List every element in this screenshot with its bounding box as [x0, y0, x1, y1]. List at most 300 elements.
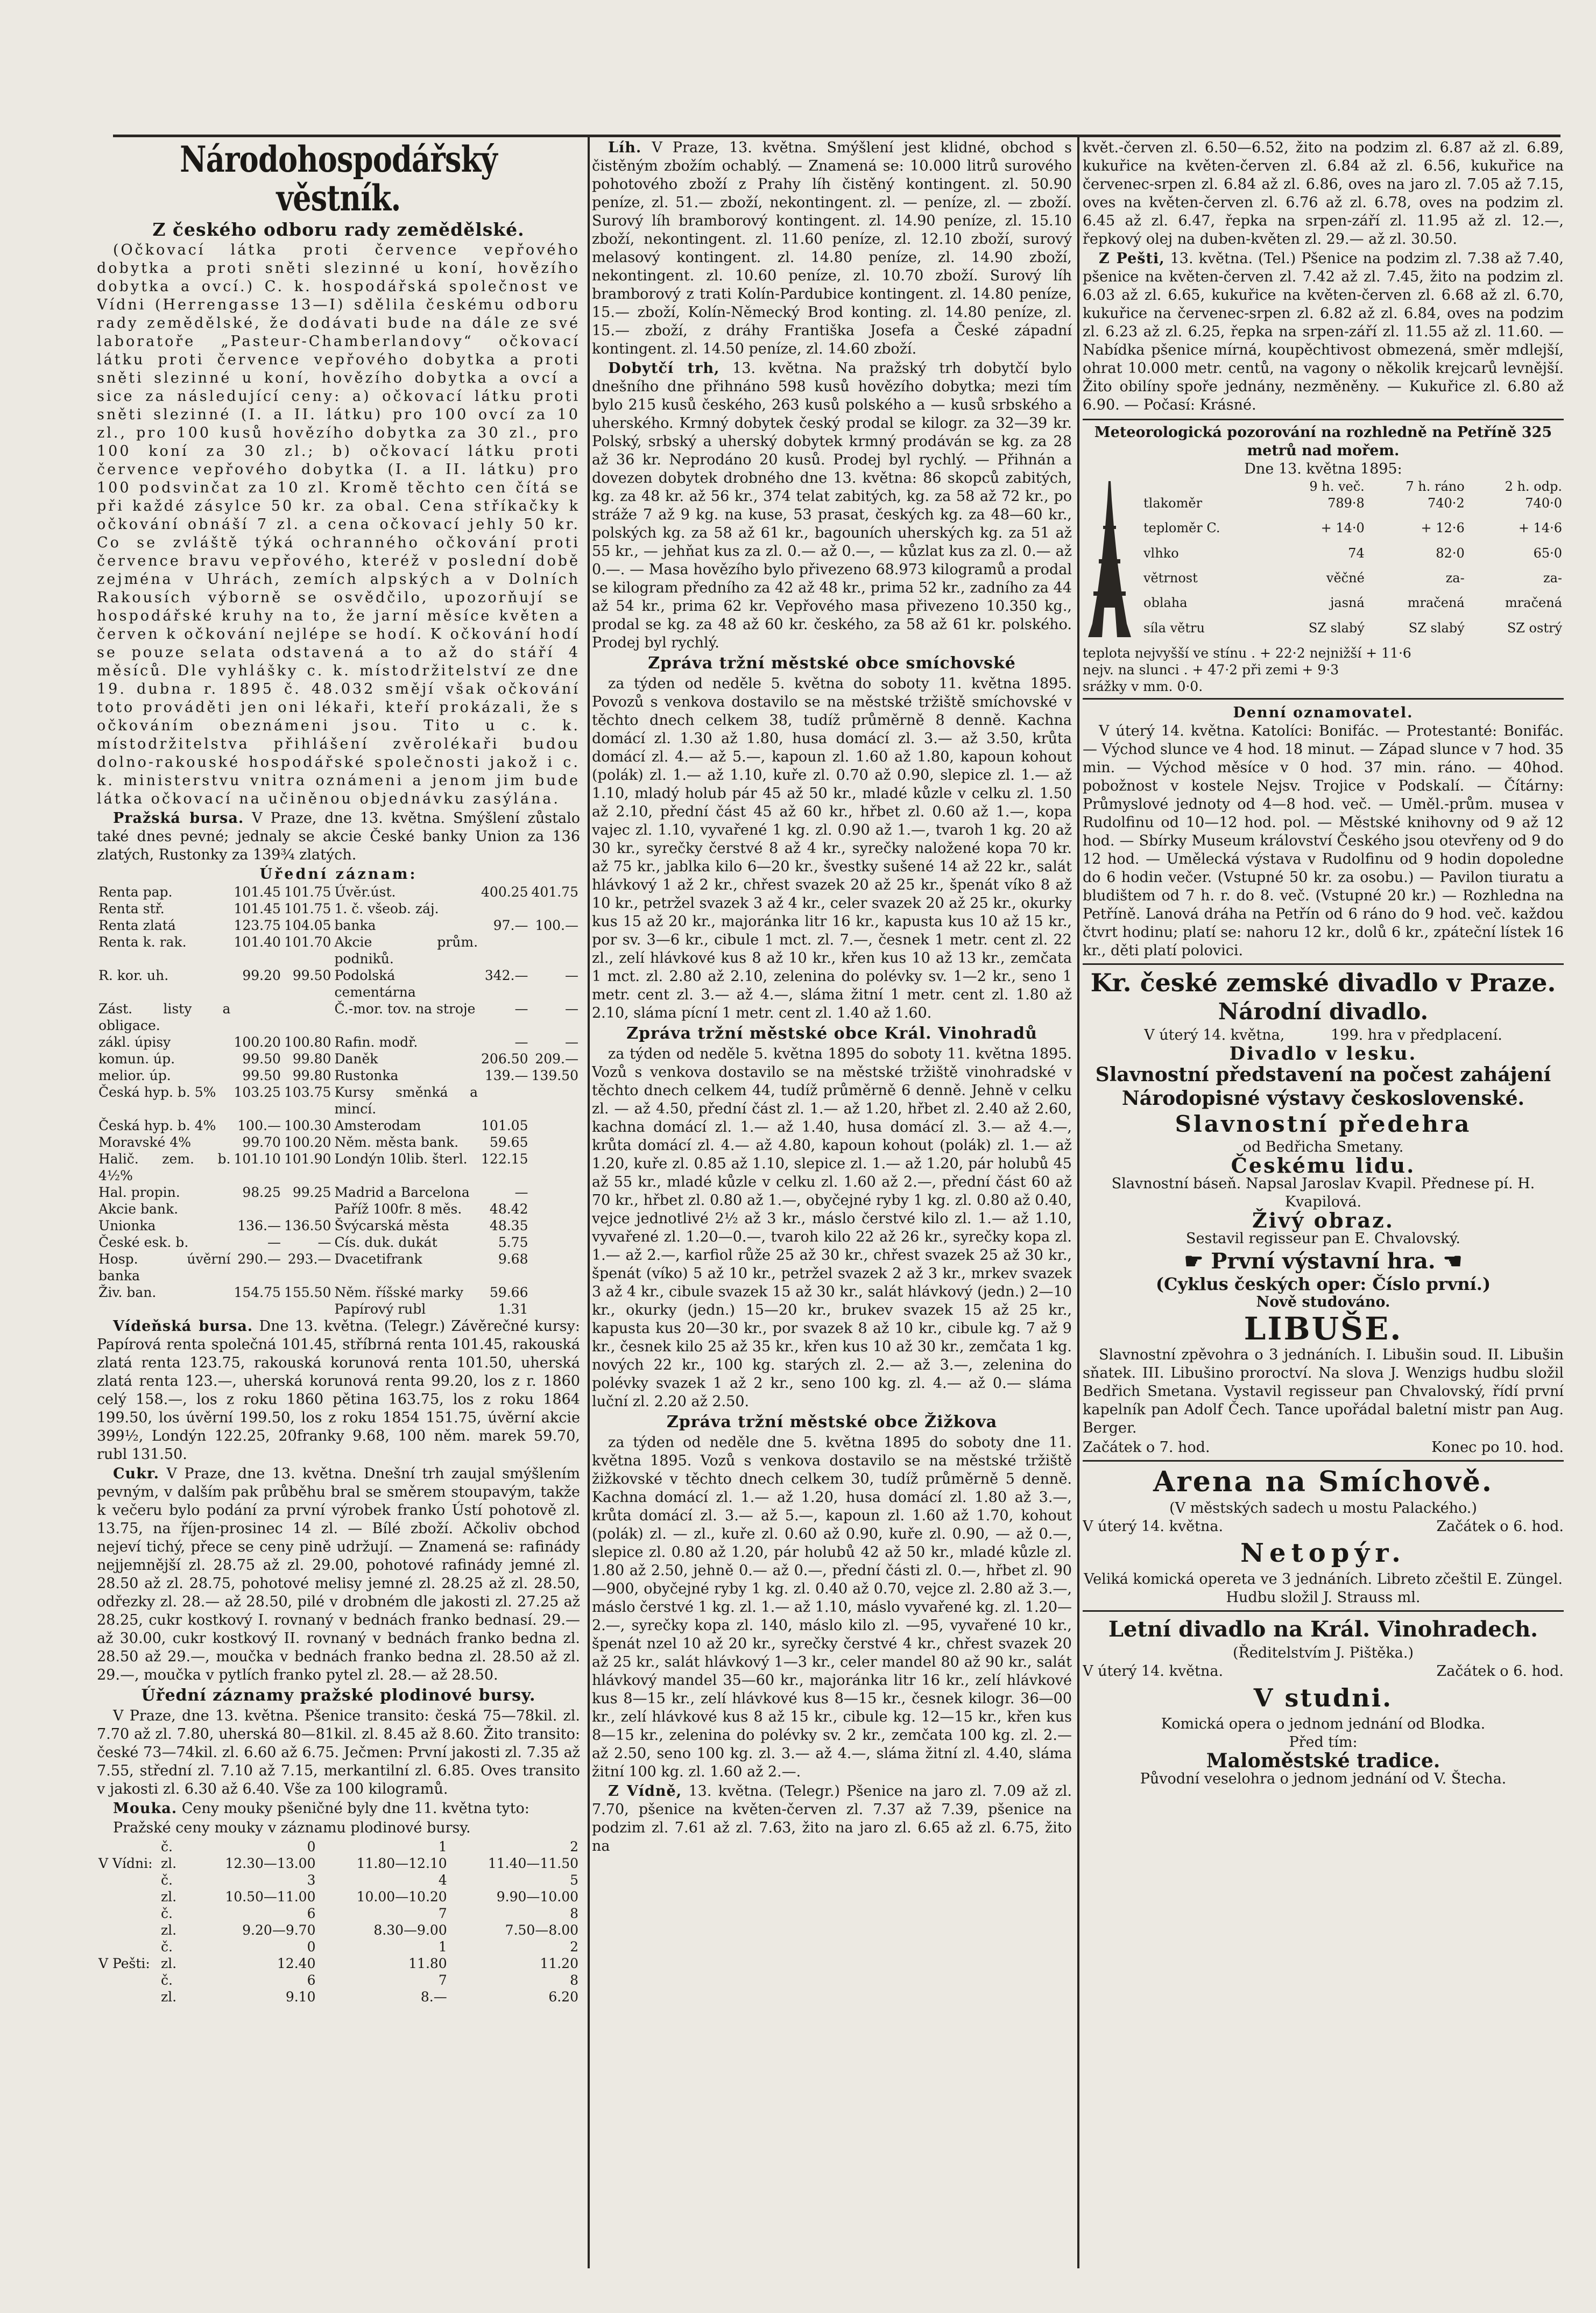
table-row: [97, 1117, 580, 1134]
nd-prvni-hra-label: První výstavní hra.: [1211, 1249, 1436, 1274]
table-cell: 97.—: [493, 918, 528, 933]
table-cell: mračená: [1505, 595, 1562, 611]
section-heading-zemedelska: Z českého odboru rady zemědělské.: [152, 219, 525, 240]
masthead: Národohospodářský věstník.: [180, 139, 497, 219]
nd-divadlo-v-lesku: Divadlo v lesku.: [1229, 1043, 1417, 1064]
table-row: [97, 1888, 580, 1905]
table-cell: 100.30: [284, 1118, 331, 1133]
table-cell: Madrid a Barcelona: [334, 1184, 470, 1200]
table-cell: 6: [307, 1906, 316, 1921]
table-cell: tlakoměr: [1143, 496, 1203, 511]
table-cell: č.: [161, 1839, 173, 1854]
table-cell: Česká hyp. b. 5%: [98, 1084, 216, 1100]
heading-denni-oznamovatel: Denní oznamovatel.: [1233, 704, 1414, 721]
table-cell: 8.—: [420, 1989, 447, 2005]
table-cell: Papírový rubl: [334, 1301, 426, 1317]
table-cell: 7.50—8.00: [505, 1922, 578, 1938]
table-cell: 0: [307, 1839, 316, 1854]
table-cell: zl.: [161, 1922, 177, 1938]
table-cell: 136.50: [284, 1218, 331, 1233]
table-cell: R. kor. uh.: [98, 968, 169, 983]
table-row: [97, 900, 580, 917]
table-cell: Hal. propin.: [98, 1184, 180, 1200]
article-lih: V Praze, 13. května. Smýšlení jest klidné, obchod s čistěným zbožím ochablý. — Znamená se: 10.000 litrů surového pohotového zboží z Prahy líh čistěný kontingent. zl. 50.90 peníze, zl. 51.— zboží, nekontingent. zl. — peníze, zl. — zboží. Surový líh bramborový kontingent. zl. 14.90 peníze, zl. 15.10 zboží, nekontingent. zl. 11.60 peníze, zl. 12.10 zboží, surový melasový kontingent. zl. 14.80 peníze, zl. 14.90 zboží, nekontingent. zl. 10.60 peníze, zl. 10.70 zboží. Surový líh bramborový z trati Kolín-Pardubice kontingent. zl. 14.80 peníze, 15.— zboží, Kolín-Německý Brod konting. zl. 14.80 peníze, zl. 15.— zboží, z dráhy Františka Josefa a České západní kontingent. zl. 14.50 peníze, zl. 14.60 zboží.: [592, 139, 1072, 357]
table-cell: 1.31: [498, 1301, 528, 1317]
table-cell: 12.30—13.00: [225, 1856, 316, 1871]
table-cell: Akcie bank.: [98, 1201, 179, 1217]
table-row: [97, 1050, 580, 1067]
column-1: [97, 139, 580, 2291]
table-row: [97, 1201, 580, 1217]
table-cell: [530, 934, 581, 967]
table-cell: banka: [334, 918, 376, 933]
table-cell: [479, 934, 529, 967]
meteo-box: [1083, 419, 1564, 700]
heading-prazska-bursa: Pražská bursa.: [113, 810, 244, 827]
article-plodinova-bursa: V Praze, dne 13. května. Pšenice transito: česká 75—78kil. zl. 7.70 až zl. 7.80, uherská 80—81kil. zl. 8.45 až 8.60. Žito transito: české 73—74kil. zl. 6.60 až 6.75. Ječmen: První jakosti zl. 7.35 až 7.55, střední zl. 7.10 až 7.15, merkantilní zl. 6.85. Oves transito v jakosti zl. 6.30 až 6.40. Vše za 100 kilogramů.: [97, 1708, 580, 1797]
table-cell: Něm. města bank.: [334, 1134, 459, 1150]
table-cell: [530, 1201, 581, 1217]
table-cell: komun. úp.: [98, 1051, 175, 1067]
letni-trad: Maloměstské tradice.: [1206, 1750, 1440, 1772]
table-cell: SZ ostrý: [1507, 620, 1562, 636]
table-cell: 154.75: [234, 1285, 281, 1300]
table-cell: 9.68: [498, 1251, 528, 1267]
table-cell: [232, 1201, 282, 1217]
table-cell: Amsterodam: [334, 1118, 421, 1133]
table-cell: č.: [161, 1939, 173, 1955]
table-cell: 59.66: [489, 1285, 528, 1300]
table-row: [97, 1234, 580, 1251]
nd-basen: Slavnostní báseň. Napsal Jaroslav Kvapil. Přednese pí. H. Kvapilová.: [1111, 1175, 1535, 1210]
table-cell: Londýn 10lib. šterl.: [334, 1151, 468, 1167]
table-row: [97, 917, 580, 934]
table-cell: Moravské 4%: [98, 1134, 192, 1150]
table-cell: melior. úp.: [98, 1068, 171, 1083]
table-cell: Hosp. úvěrní banka: [98, 1251, 231, 1284]
nd-start: Začátek o 7. hod.: [1083, 1439, 1210, 1456]
table-cell: [479, 900, 529, 917]
letni-play: V studni.: [1253, 1683, 1393, 1712]
table-cell: 101.75: [284, 901, 331, 916]
meteo-date: Dne 13. května 1895:: [1244, 461, 1402, 477]
meteo-header-row: [1142, 478, 1564, 495]
top-rule: [113, 135, 1560, 137]
heading-dobytci-trh: Dobytčí trh,: [608, 360, 720, 377]
table-cell: 1. č. všeob. záj.: [334, 901, 439, 916]
table-cell: 740·2: [1428, 496, 1465, 511]
table-cell: 9.20—9.70: [242, 1922, 316, 1938]
table-cell: Něm. říšské marky: [334, 1285, 464, 1300]
table-row: [97, 1301, 580, 1317]
table-cell: 139.—: [484, 1068, 528, 1083]
article-cukr: V Praze, dne 13. května. Dnešní trh zaujal smýšlením pevným, v dalším pak průběhu bral se směrem stoupavým, takže k večeru bylo podání za první výrobek franko Ústí pohotově zl. 13.75, na říjen-prosinec 14 zl. — Bílé zboží. Ačkoliv obchod nejeví tichý, přece se ceny pině udržují. — Znamená se: rafinády nejjemnější zl. 28.75 až zl. 29.00, pohotové rafinády jemné zl. 28.50 až zl. 28.75, pohotové melisy jemné zl. 28.25 až zl. 28.50, odřezky zl. 28.— až 28.50, pilé v drobném dle jakosti zl. 27.25 až 28.25, cukr kostkový I. rovnaný v bednách franko bednasí. 29.— až 30.00, cukr kostkový II. rovnaný v bednách franko bedna zl. 28.50 až 29.—, moučka v bednách franko bedna zl. 28.50 až zl. 29.—, moučka v pytlích franko pytel zl. 28.— až 28.50.: [97, 1465, 580, 1683]
heading-videnska-bursa: Vídeňská bursa.: [113, 1318, 253, 1335]
arena-play: Netopýr.: [1240, 1538, 1406, 1568]
table-cell: —: [267, 1235, 281, 1250]
urad-zaznam-heading: Úřední záznam:: [259, 866, 418, 883]
table-row: [97, 1855, 580, 1872]
table-cell: 98.25: [242, 1184, 281, 1200]
heading-arena: Arena na Smíchově.: [1153, 1465, 1493, 1498]
table-cell: 48.35: [489, 1218, 528, 1233]
table-cell: 155.50: [284, 1285, 331, 1300]
table-cell: 100.—: [535, 918, 578, 933]
table-cell: Unionka: [98, 1218, 156, 1233]
table-cell: Renta k. rak.: [98, 934, 187, 950]
table-row: [97, 1938, 580, 1955]
table-cell: SZ slabý: [1308, 620, 1365, 636]
divider-line: [1083, 963, 1564, 965]
table-cell: Cís. duk. dukát: [334, 1235, 437, 1250]
table-cell: zl.: [161, 1989, 177, 2005]
table-cell: 209.—: [535, 1051, 578, 1067]
letni-text: Komická opera o jednom jednání od Blodka.: [1161, 1716, 1486, 1732]
letni-date: V úterý 14. května.: [1083, 1663, 1224, 1680]
petrin-tower-icon: [1083, 478, 1142, 645]
article-trzni-smichov: za týden od neděle 5. května do soboty 11. května 1895. Povozů s venkova dostavilo se na městské tržiště smíchovské v těchto dnech celkem 38, tudíž průměrně 8 denně. Kachna domácí zl. 1.30 až 1.80, husa domácí zl. 3.— až 3.50, krůta domácí zl. 4.— až 5.—, kapoun zl. 1.60 až 1.80, kapoun kohout (polák) zl. 1.— až 1.10, kuře zl. 0.70 až 0.90, slepice zl. 1.— až 1.10, mladý holub pár 45 až 50 kr., mladé kůzle v celku zl. 1.50 až 2.10, přední část 45 až 60 kr., hřbet zl. 0.60 až 1.—, kopa vajec zl. 1.10, vyvařené 1 kg. zl. 0.90 až 1.—, tvaroh 1 kg. 20 až 30 kr., syrečky čerstvé 8 až 4 kr., syrečky naložené kopa 70 kr. až 75 kr., jablka kilo 6—20 kr., švestky sušené 14 až 22 kr., salát hlávkový 1 až 2 kr., chřest svazek 20 až 25 kr., špenát víko 8 až 10 kr., petržel svazek 3 až 4 kr., celer svazek 20 až 25 kr., okurky kus 15 až 20 kr., majoránka litr 16 kr., kapusta kus 10 až 15 kr., por sv. 3—6 kr., cibule 1 mct. zl. 7.—, česnek 1 metr. cent zl. 22 zl., zelí hlávkové kus 8 až 10 kr., křen kus 10 až 13 kr., zemčata 1 mct. zl. 2.80 až 2.10, zelenina do polévky sv. 1—2 kr., seno 1 metr. cent zl. 3.— až 4.—, sláma žitní 1 metr. cent zl. 1.80 až 2.10, sláma pícní 1 metr. cent zl. 1.40 až 1.60.: [592, 675, 1072, 1021]
table-cell: č.: [161, 1906, 173, 1921]
table-cell: síla větru: [1143, 620, 1205, 636]
table-row: [97, 1251, 580, 1284]
table-cell: 103.75: [284, 1084, 331, 1100]
table-cell: [479, 1084, 529, 1117]
table-cell: 101.40: [234, 934, 281, 950]
table-cell: 82·0: [1436, 545, 1465, 561]
table-cell: 8: [570, 1906, 578, 1921]
nd-predehra-by: od Bedřicha Smetany.: [1242, 1139, 1404, 1155]
table-cell: + 14·6: [1518, 520, 1562, 536]
table-row: [97, 1000, 580, 1034]
table-cell: [530, 1151, 581, 1184]
column-divider-2: [1077, 137, 1079, 2268]
table-cell: 99.50: [242, 1051, 281, 1067]
table-cell: 101.45: [234, 884, 281, 900]
table-cell: jasná: [1330, 595, 1365, 611]
table-cell: 103.25: [234, 1084, 281, 1100]
table-row: [97, 1922, 580, 1938]
table-cell: Švýcarská města: [334, 1218, 449, 1233]
nd-end: Konec po 10. hod.: [1431, 1439, 1564, 1456]
table-cell: SZ slabý: [1408, 620, 1465, 636]
article-mouka-2: Pražské ceny mouky v záznamu plodinové bursy.: [113, 1820, 471, 1836]
heading-z-pesti: Z Pešti,: [1099, 250, 1165, 267]
letni-pred: Před tím:: [1289, 1734, 1358, 1751]
letni-times: [1083, 1662, 1564, 1681]
table-row: [1142, 545, 1564, 570]
nd-ceskemu-lidu: Českému lidu.: [1231, 1153, 1416, 1177]
meteo-max: teplota nejvyšší ve stínu . + 22·2 nejnižší + 11·6: [1083, 645, 1411, 661]
heading-cukr: Cukr.: [113, 1465, 159, 1482]
table-cell: 6: [307, 1972, 316, 1988]
city-label: [97, 1838, 159, 1855]
table-cell: 11.80: [408, 1956, 447, 1971]
article-trzni-vinohrady: za týden od neděle 5. května 1895 do soboty 11. května 1895. Vozů s venkova dostavilo se na městské tržiště vinohradské v těchto dnech celkem 44, tudíž průměrně 6 denně. Jehně v celku zl. — až 4.50, přední část zl. 1.— až 1.20, hřbet zl. 2.40 až 2.60, kachna domácí zl. 1.— až 1.40, husa domácí zl. 3.— až 4.—, krůta domácí zl. 4.— až 4.80, kapoun kohout (polák) zl. 1.— až 1.20, kuře zl. 0.85 až 1.10, slepice zl. 1.— až 1.20, pár holubů 45 až 55 kr., mladé kůzle v celku zl. 1.60 až 2.—, přední část 60 až 70 kr., hřbet zl. 0.80 až 1.—, obyčejné ryby 1 kg. zl. 0.80 až 0.40, vejce jednotlivé 2½ až 3 kr., máslo čerstvé kilo zl. 1.— až 1.10, vyvařené zl. 1.20—0.—, tvaroh kilo 22 až 26 kr., syrečky kopa zl. 1.— až 2.—, karfiol růže 25 až 30 kr., chřest svazek 25 až 30 kr., špenát (víko) 5 až 10 kr., petržel svazek 2 až 3 kr., mrkev svazek 3 až 4 kr., cibule svazek 15 až 30 kr., salát hlávkový (jedn.) 2—10 kr., okurky (jedn.) 15—20 kr., brukev svazek 15 až 25 kr., kapusta kus 20—30 kr., por svazek 8 až 10 kr., cibule kg. 7 až 9 kr., česnek kilo 25 až 35 kr., křen kus 10 až 30 kr., zemčata 1 kg. nových 22 kr., 100 kg. starých zl. 2.— až 3.—, zelenina do polévky svazek 1 až 2 kr., seno 100 kg. zl. 4.— až 0.— sláma luční zl. 2.20 až 2.50.: [592, 1046, 1072, 1410]
table-cell: 400.25: [481, 884, 528, 900]
table-row: [97, 1184, 580, 1201]
table-cell: —: [514, 1034, 528, 1050]
table-cell: 206.50: [481, 1051, 528, 1067]
nd-slavnostni: Slavnostní představení na počest zahájení Národopisné výstavy československé.: [1095, 1063, 1551, 1110]
table-cell: 8: [570, 1972, 578, 1988]
table-cell: + 12·6: [1421, 520, 1465, 536]
table-cell: 2: [570, 1839, 578, 1854]
table-cell: zl.: [161, 1956, 177, 1971]
table-cell: 8.30—9.00: [373, 1922, 447, 1938]
table-cell: 11.20: [540, 1956, 578, 1971]
table-cell: 99.80: [292, 1051, 331, 1067]
table-cell: 0: [307, 1939, 316, 1955]
table-cell: 100.80: [284, 1034, 331, 1050]
table-cell: Daněk: [334, 1051, 378, 1067]
heading-zemske-divadlo: Kr. české zemské divadlo v Praze.: [1090, 968, 1556, 997]
divider-line: [1083, 1610, 1564, 1612]
nd-date-line: V úterý 14. května, 199. hra v předplacení.: [1144, 1027, 1502, 1043]
table-cell: Renta pap.: [98, 884, 173, 900]
table-cell: 2: [570, 1939, 578, 1955]
column-divider-1: [588, 137, 590, 2268]
table-cell: 101.45: [234, 901, 281, 916]
table-cell: vlhko: [1143, 545, 1179, 561]
pointing-hand-left-icon: ☛: [1184, 1249, 1204, 1274]
table-cell: 342.—: [484, 968, 528, 983]
table-cell: [283, 1000, 333, 1034]
arena-date: V úterý 14. května.: [1083, 1518, 1224, 1535]
table-cell: mračená: [1407, 595, 1465, 611]
table-row: [97, 1988, 580, 2005]
table-cell: 100.20: [284, 1134, 331, 1150]
table-cell: za-: [1543, 570, 1562, 586]
article-denni-oznamovatel: V úterý 14. května. Katolíci: Bonifác. — Protestanté: Bonifác. — Východ slunce ve 4 hod. 18 minut. — Západ slunce v 7 hod. 35 min. — Východ měsíce v 0 hod. 37 min. ráno. — 40hod. pobožnost v kostele Nejsv. Trojice v Podskalí. — Čítárny: Průmyslové jednoty od 4—8 hod. več. — Uměl.-prům. musea v Rudolfinu od 10—12 hod. pol. — Městské knihovny od 9 až 12 hod. — Sbírky Museum království Českého jsou otevřeny od 9 do 12 hod. — Umělecká výstava v Rudolfinu od 9 hodin dopoledne do 6 hodin večer. (Vstupné 50 kr. za osobu.) — Pavilon tiuratu a bludištem od 7 h. r. do 8. več. (Vstupné 20 kr.) — Rozhledna na Petříně. Lanová dráha na Petřín od 6 ráno do 9 hod. več. každou čtvrt hodinu; platí se: nahoru 12 kr., dolů 6 kr., zpáteční lístek 16 kr., děti platí polovici.: [1083, 723, 1564, 959]
meteo-col-header: 7 h. ráno: [1406, 479, 1465, 494]
article-trzni-zizkov: za týden od neděle dne 5. května 1895 do soboty dne 11. května 1895. Vozů s venkova dostavilo se na městské tržiště žižkovské v těchto dnech celkem 30, tudíž průměrně 5 denně. Kachna domácí zl. 1.— až 1.20, husa domácí zl. 1.80 až 3.—, krůta domácí zl. 3.— až 5.—, kapoun zl. 1.60 až 1.70, kohout (polák) zl. — zl., kuře zl. 0.60 až 0.90, kuře zl. 0.90, — až 0.—, slepice zl. 0.80 až 1.20, pár holubů 42 až 50 kr., mladé kůzle zl. 1.80 až 2.50, jehně 0.— až 0.—, přední části zl. 0.—, hřbet zl. 90—900, obyčejné ryby 1 kg. zl. 0.40 až 0.70, vejce zl. 2.80 až 3.—, máslo čerstvé 1 kg. zl. 1.— až 1.10, máslo vyvařené kg. zl. 1.20—2.—, syrečky kopa zl. 140, máslo kilo zl. —95, vyvařené 10 kr., špenát nzel 10 až 20 kr., syrečky čerstvé 4 kr., chřest svazek 20 až 25 kr., salát hlávkový 1—3 kr., celer mandel 80 až 90 kr., salát hlávkový mandel 35—60 kr., majoránka litr 16 kr., zelí hlávkové kus 8—15 kr., zelí hlávkové kus 8—15 kr., česnek kilogr. 36—00 kr., zelí hlávkové kus 8 až 15 kr., cibule kg. 12—15 kr., křen kus 8—15 kr., zelenina do polévky sv. 2 kr., zemčata 100 kg. zl. 2.— až 2.50, seno 100 kg. zl. 3.— až 4.—, sláma žitní zl. 4.40, sláma žitní 100 kg. zl. 1.60 až 2.—.: [592, 1434, 1072, 1780]
heading-plodinova-bursa: Úřední záznamy pražské plodinové bursy.: [141, 1686, 536, 1705]
table-cell: 9.90—10.00: [496, 1889, 578, 1905]
table-cell: 123.75: [234, 918, 281, 933]
table-cell: 101.10: [234, 1151, 281, 1167]
table-cell: 11.40—11.50: [488, 1856, 578, 1871]
table-cell: 10.50—11.00: [225, 1889, 316, 1905]
article-z-pesti: 13. května. (Tel.) Pšenice na podzim zl. 7.38 až 7.40, pšenice na květen-červen zl. 7.42 až zl. 7.45, žito na podzim zl. 6.03 až zl. 6.65, kukuřice na květen-červen zl. 6.68 až zl. 6.70, kukuřice na červenec-srpen zl. 6.82 až zl. 6.84, oves na podzim zl. 6.23 až zl. 6.25, řepka na srpen-září zl. 11.55 až zl. 11.60. — Nabídka pšenice mírná, koupěchtivost obmezená, směr mdlejší, ohrat 10.000 metr. centů, na vagony o několik krejcarů levnější. Žito obilíny spoře jednány, nezměněny. — Kukuřice zl. 6.80 až 6.90. — Počasí: Krásné.: [1083, 250, 1564, 413]
table-cell: Úvěr.úst.: [334, 884, 396, 900]
heading-narodni-divadlo: Národní divadlo.: [1218, 998, 1429, 1025]
table-cell: č.: [161, 1972, 173, 1988]
table-cell: —: [565, 1034, 578, 1050]
table-cell: Kursy směnká a mincí.: [334, 1084, 478, 1117]
article-videnska-bursa: Dne 13. května. (Telegr.) Závěrečné kursy: Papírová renta společná 101.45, stříbrná renta 101.45, rakouská zlatá renta 123.75, rakouská korunová renta 101.50, uherská zlatá renta 123.—, uherská korunová renta 99.20, los z r. 1860 celý 158.—, los z roku 1860 pětina 163.75, los z roku 1864 199.50, los úvěrní 199.50, los z roku 1854 151.75, úvěrní akcie 399½, Londýn 122.25, 20franky 9.68, 100 něm. marek 59.70, rubl 131.50.: [97, 1318, 580, 1463]
meteo-heading: Meteorologická pozorování na rozhledně na Petříně 325 metrů nad mořem.: [1094, 424, 1552, 459]
table-cell: 6.20: [548, 1989, 578, 2005]
table-row: [97, 1955, 580, 1972]
heading-trzni-zizkov: Zpráva tržní městské obce Žižkova: [666, 1413, 998, 1431]
table-cell: 7: [438, 1906, 447, 1921]
table-cell: [283, 1301, 333, 1317]
table-row: [97, 1972, 580, 1988]
table-cell: [283, 1201, 333, 1217]
table-row: [97, 967, 580, 1000]
table-cell: 7: [438, 1972, 447, 1988]
pointing-hand-right-icon: ☚: [1443, 1249, 1463, 1274]
table-cell: 104.05: [284, 918, 331, 933]
burza-table: [97, 884, 580, 1317]
nd-times: [1083, 1438, 1564, 1457]
table-row: [97, 884, 580, 900]
table-row: [97, 1134, 580, 1151]
table-cell: věčné: [1326, 570, 1365, 586]
city-label: [97, 1988, 159, 2005]
table-cell: 1: [438, 1939, 447, 1955]
table-cell: 101.05: [481, 1118, 528, 1133]
table-row: [97, 1217, 580, 1234]
table-row: [97, 1034, 580, 1050]
nd-nove-studovano: Nově studováno.: [1256, 1294, 1390, 1310]
table-cell: 65·0: [1533, 545, 1562, 561]
city-label: [97, 1972, 159, 1988]
table-row: [1142, 595, 1564, 619]
table-cell: Renta zlatá: [98, 918, 176, 933]
heading-letni-divadlo: Letní divadlo na Král. Vinohradech.: [1108, 1617, 1538, 1642]
table-cell: 290.—: [237, 1251, 281, 1267]
table-cell: —: [565, 968, 578, 983]
table-cell: zákl. úpisy: [98, 1034, 171, 1050]
table-row: [97, 1905, 580, 1922]
table-cell: Živ. ban.: [98, 1285, 157, 1300]
table-cell: 11.80—12.10: [356, 1856, 447, 1871]
arena-times: [1083, 1518, 1564, 1536]
city-label: [97, 1888, 159, 1905]
table-cell: 99.50: [242, 1068, 281, 1083]
city-label: [97, 1922, 159, 1938]
table-cell: Paříž 100fr. 8 měs.: [334, 1201, 462, 1217]
table-row: [97, 1872, 580, 1888]
table-cell: 5.75: [498, 1235, 528, 1250]
nd-obraz-by: Sestavil regisseur pan E. Chvalovský.: [1186, 1230, 1460, 1247]
table-row: [97, 1838, 580, 1855]
table-cell: [530, 1251, 581, 1284]
table-cell: 9.10: [285, 1989, 316, 2005]
table-cell: 3: [307, 1872, 316, 1888]
article-mouka: Ceny mouky pšeničné byly dne 11. května tyto:: [181, 1800, 529, 1817]
table-row: [97, 1067, 580, 1084]
table-row: [1142, 520, 1564, 545]
city-label: [97, 1872, 159, 1888]
table-cell: —: [514, 1001, 528, 1017]
arena-sub: (V městských sadech u mostu Palackého.): [1169, 1500, 1477, 1517]
table-cell: [530, 1234, 581, 1251]
table-cell: [232, 1000, 282, 1034]
table-cell: [530, 1134, 581, 1151]
heading-mouka: Mouka.: [113, 1800, 178, 1817]
arena-text: Veliká komická opereta ve 3 jednáních. Libreto zčeštil E. Züngel. Hudbu složil J. Strauss ml.: [1084, 1571, 1563, 1606]
table-cell: 401.75: [531, 884, 578, 900]
table-cell: za-: [1445, 570, 1465, 586]
table-cell: [530, 1184, 581, 1201]
table-cell: Halič. zem. b. 4½%: [98, 1151, 231, 1183]
table-cell: 99.70: [242, 1134, 281, 1150]
table-cell: [530, 1217, 581, 1234]
table-cell: Akcie prům. podniků.: [334, 934, 478, 967]
table-cell: 139.50: [531, 1068, 578, 1083]
table-cell: [97, 1301, 232, 1317]
mouka-table: [97, 1838, 580, 2005]
table-row: [97, 934, 580, 967]
table-cell: 293.—: [287, 1251, 331, 1267]
table-row: [97, 1084, 580, 1117]
column-3: [1083, 139, 1564, 2291]
table-cell: Podolská cementárna: [334, 968, 416, 1000]
table-cell: Dvacetifrank: [334, 1251, 422, 1267]
table-cell: 100.—: [237, 1118, 281, 1133]
arena-time: Začátek o 6. hod.: [1436, 1518, 1564, 1535]
table-cell: Zást. listy a obligace.: [98, 1001, 231, 1033]
table-cell: Česká hyp. b. 4%: [98, 1118, 216, 1133]
table-cell: 48.42: [489, 1201, 528, 1217]
letni-sub: (Ředitelstvím J. Pištěka.): [1233, 1645, 1414, 1661]
article-dobytci-trh: 13. května. Na pražský trh dobytčí bylo dnešního dne přihnáno 598 kusů hovězího dobytka; mezi tím bylo 215 kusů českého, 263 kusů polského a — kusů srbského a uherského. Krmný dobytek český prodal se kilogr. za 32—39 kr. Polský, srbský a uherský dobytek krmný prodáván se kg. za 28 až 36 kr. Neprodáno 20 kusů. Prodej byl rychlý. — Přihnán a dovezen dobytek drobného dne 13. května: 86 skopců zabitých, kg. za 48 kr. až 56 kr., 374 telat zabitých, kg. za 58 až 72 kr., po stráže 7 až 9 kg. na kuse, 53 prasat, českých kg. za 48—60 kr., polských kg. za 58 až 61 kr., bagouních uherských kg. za 51 až 55 kr., — jehňat kus za zl. 0.— až 0.—, — kůzlat kus za zl. 0.— až 0.—. — Masa hovězího bylo přivezeno 68.973 kilogramů a prodal se kilogram předního za 42 až 48 kr., prima 52 kr., zadního za 44 až 54 kr., prima 62 kr. Vepřového masa přivezeno 10.350 kg., prodal se kg. za 48 až 60 kr. českého, za 58 až 61 kr. polského. Prodej byl rychlý.: [592, 360, 1072, 651]
nd-cyklus: (Cyklus českých oper: Číslo první.): [1155, 1274, 1491, 1294]
table-cell: 789·8: [1327, 496, 1365, 511]
article-z-vidne: 13. května. (Telegr.) Pšenice na jaro zl. 7.09 až zl. 7.70, pšenice na květen-červen zl. 7.37 až 7.39, pšenice na podzim zl. 7.61 až zl. 7.63, žito na jaro zl. 6.65 až zl. 6.75, žito na: [592, 1783, 1072, 1854]
table-cell: 99.25: [292, 1184, 331, 1200]
table-cell: 59.65: [489, 1134, 528, 1150]
table-cell: 99.80: [292, 1068, 331, 1083]
table-cell: 101.70: [284, 934, 331, 950]
table-cell: č.: [161, 1872, 173, 1888]
city-label: V Pešti:: [98, 1956, 150, 1971]
table-cell: Č.-mor. tov. na stroje: [334, 1001, 476, 1017]
table-cell: 122.15: [481, 1151, 528, 1167]
table-row: [97, 1151, 580, 1184]
table-row: [1142, 620, 1564, 645]
heading-trzni-smichov: Zpráva tržní městské obce smíchovské: [648, 654, 1016, 673]
letni-time: Začátek o 6. hod.: [1436, 1663, 1564, 1680]
meteo-col-header: 9 h. več.: [1309, 479, 1365, 494]
meteo-max2: nejv. na slunci . + 47·2 při zemi + 9·3: [1083, 662, 1339, 678]
table-cell: + 14·0: [1320, 520, 1365, 536]
table-cell: 99.20: [242, 968, 281, 983]
table-cell: 136.—: [237, 1218, 281, 1233]
table-cell: —: [565, 1001, 578, 1017]
table-cell: [530, 1117, 581, 1134]
nd-predehra: Slavnostní předehra: [1175, 1111, 1472, 1137]
table-cell: 74: [1348, 545, 1365, 561]
table-cell: zl.: [161, 1856, 177, 1871]
city-label: V Vídni:: [98, 1856, 153, 1871]
table-cell: 740·0: [1525, 496, 1562, 511]
divider-line: [1083, 1460, 1564, 1462]
table-cell: 100.20: [234, 1034, 281, 1050]
table-cell: [530, 900, 581, 917]
table-cell: [530, 1284, 581, 1301]
table-cell: 99.50: [292, 968, 331, 983]
table-cell: [232, 1301, 282, 1317]
column-2: [592, 139, 1072, 2291]
table-cell: České esk. b.: [98, 1235, 189, 1250]
table-cell: 10.00—10.20: [356, 1889, 447, 1905]
table-cell: 101.75: [284, 884, 331, 900]
meteo-col-header: 2 h. odp.: [1505, 479, 1562, 494]
table-cell: 12.40: [277, 1956, 316, 1971]
nd-zivy-obraz: Živý obraz.: [1252, 1208, 1394, 1232]
table-cell: oblaha: [1143, 595, 1188, 611]
table-cell: teploměr C.: [1143, 520, 1220, 536]
table-row: [1142, 495, 1564, 520]
table-row: [97, 1284, 580, 1301]
table-cell: —: [514, 1184, 528, 1200]
table-cell: zl.: [161, 1889, 177, 1905]
heading-trzni-vinohrady: Zpráva tržní městské obce Král. Vinohradů: [626, 1024, 1037, 1043]
table-cell: Rafin. modř.: [334, 1034, 418, 1050]
